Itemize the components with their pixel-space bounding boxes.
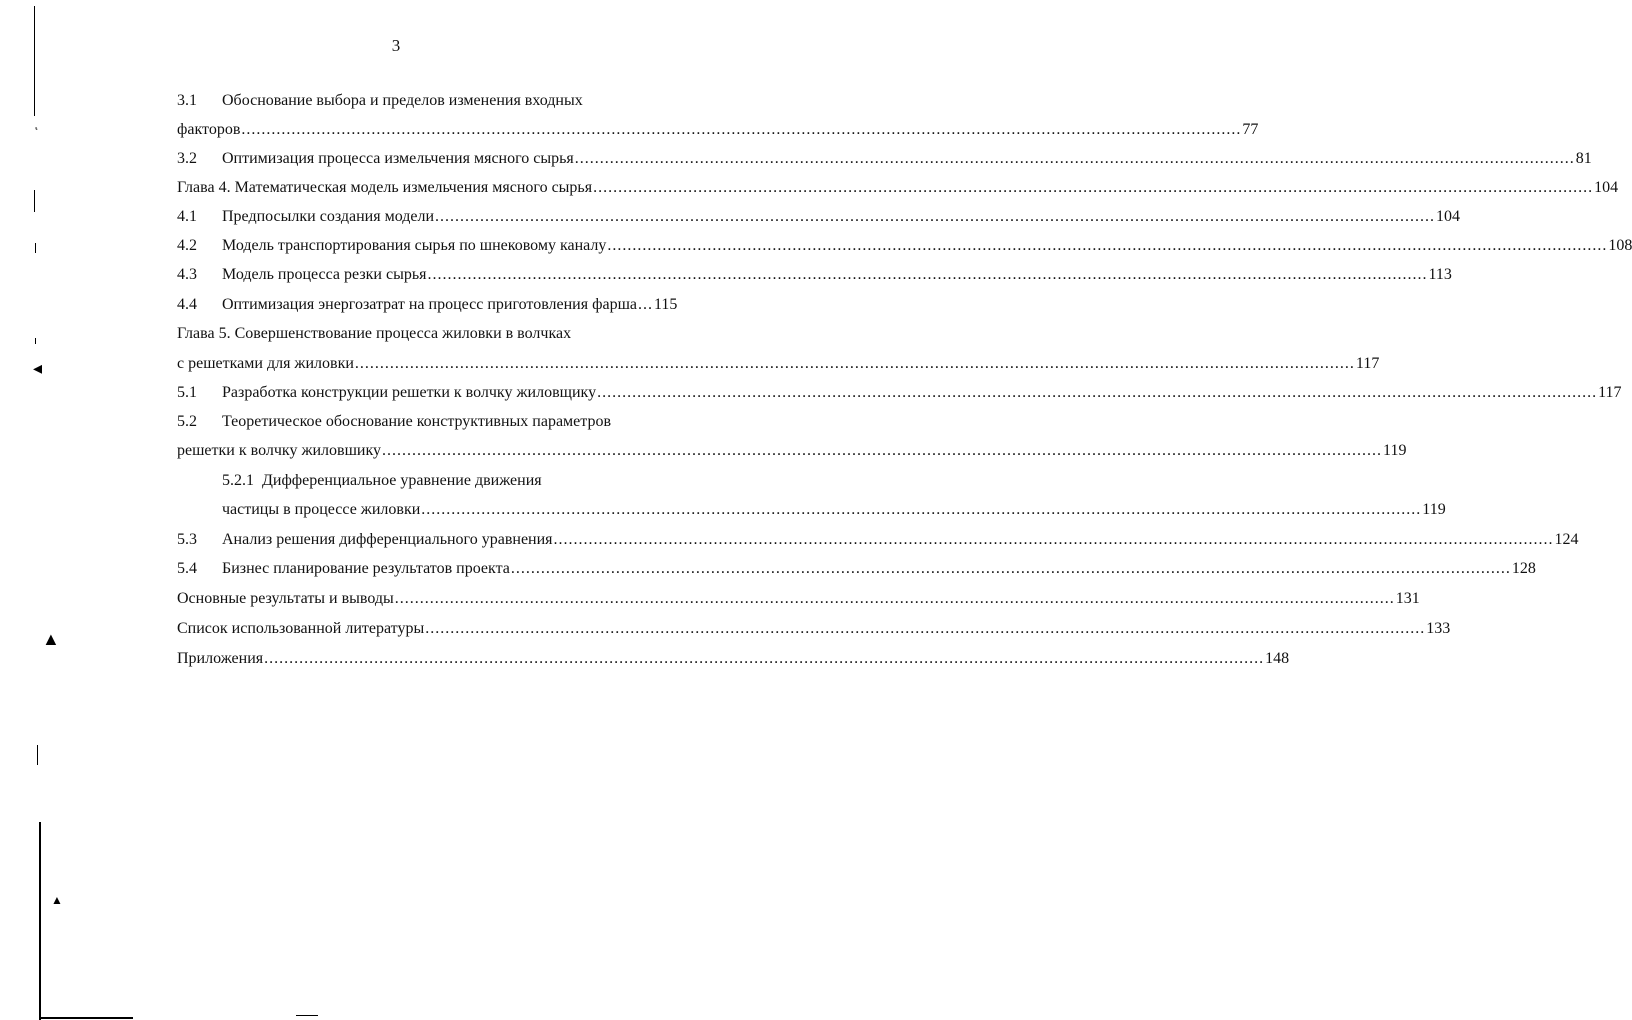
toc-page: 104 (1436, 208, 1461, 225)
toc-entry (177, 120, 1259, 140)
toc-leader: ... (638, 296, 653, 313)
toc-text: Глава 4. Математическая модель измельчения мясного сырья (177, 179, 593, 196)
toc-leader: ........................................................................................................................................................................................................ (264, 650, 1265, 667)
toc-page: 131 (1395, 590, 1420, 607)
toc-entry (177, 559, 1536, 579)
toc-text: Приложения (177, 650, 264, 667)
toc-number: 4.1 (177, 208, 197, 225)
toc-page: 128 (1511, 560, 1536, 577)
toc-leader: ........................................................................................................................................................................................................ (607, 237, 1608, 254)
page-number: 3 (391, 36, 401, 55)
toc-leader: ........................................................................................................................................................................................................ (597, 384, 1598, 401)
toc-entry (177, 354, 1380, 374)
toc-page: 124 (1554, 531, 1579, 548)
toc-text: с решетками для жиловки (177, 355, 354, 372)
toc-page: 119 (1422, 501, 1446, 518)
toc-leader: ........................................................................................................................................................................................................ (382, 442, 1383, 459)
toc-leader: ........................................................................................................................................................................................................ (425, 620, 1426, 637)
toc-number: 3.2 (177, 150, 197, 167)
toc-entry (222, 500, 1446, 520)
scan-speck: ͺ (34, 113, 40, 130)
toc-text: Бизнес планирование результатов проекта (222, 560, 510, 577)
toc-text: Основные результаты и выводы (177, 590, 394, 607)
toc-entry (177, 265, 1452, 285)
toc-page: 117 (1598, 384, 1622, 401)
toc-entry (177, 207, 1461, 227)
toc-line (177, 91, 713, 111)
toc-text: Глава 5. Совершенствование процесса жиловки в волчках (177, 325, 572, 342)
toc-entry (177, 589, 1420, 609)
toc-text: Оптимизация энергозатрат на процесс приготовления фарша (222, 296, 637, 313)
scan-border-line (35, 243, 36, 253)
toc-chapter (177, 324, 713, 344)
toc-number: 4.2 (177, 237, 197, 254)
toc-leader: ........................................................................................................................................................................................................ (574, 150, 1575, 167)
scan-border-line (34, 6, 35, 116)
toc-entry (177, 530, 1579, 550)
toc-line (177, 412, 713, 432)
toc-leader: ........................................................................................................................................................................................................ (394, 590, 1395, 607)
toc-entry (177, 383, 1622, 403)
toc-entry (177, 295, 713, 315)
scan-border-line (34, 190, 35, 212)
toc-text: Разработка конструкции решетки к волчку жиловщику (222, 384, 597, 401)
toc-entry (177, 441, 1407, 461)
scan-speck: ▲ (42, 629, 60, 649)
toc-text: Анализ решения дифференциального уравнения (222, 531, 553, 548)
toc-text: Модель процесса резки сырья (222, 266, 427, 283)
scan-speck: ◂ (33, 358, 43, 378)
toc-leader: ........................................................................................................................................................................................................ (510, 560, 1511, 577)
toc-leader: ........................................................................................................................................................................................................ (427, 266, 1428, 283)
toc-leader: ........................................................................................................................................................................................................ (354, 355, 1355, 372)
toc-text: факторов (177, 121, 241, 138)
toc-text: Обоснование выбора и пределов изменения входных (222, 92, 583, 109)
scan-border-line (37, 745, 38, 765)
toc-page: 119 (1383, 442, 1407, 459)
toc-text: 5.2.1 Дифференциальное уравнение движения (222, 472, 542, 489)
scan-border-line (39, 822, 41, 1020)
toc-text: Предпосылки создания модели (222, 208, 435, 225)
scan-border-line (39, 1017, 133, 1019)
toc-leader: ........................................................................................................................................................................................................ (435, 208, 1436, 225)
toc-leader: ........................................................................................................................................................................................................ (593, 179, 1594, 196)
toc-page: 133 (1426, 620, 1451, 637)
scan-border-line (35, 338, 36, 344)
toc-entry (177, 619, 1451, 639)
scan-border-line (296, 1015, 318, 1016)
toc-chapter (177, 178, 1619, 198)
toc-entry (177, 236, 1632, 256)
toc-entry (177, 149, 1592, 169)
toc-text: Список использованной литературы (177, 620, 425, 637)
toc-line (222, 471, 712, 491)
toc-page: 148 (1265, 650, 1290, 667)
toc-text: Модель транспортирования сырья по шнековому каналу (222, 237, 607, 254)
toc-page: 108 (1608, 237, 1632, 254)
toc-number: 4.4 (177, 296, 197, 313)
toc-page: 81 (1575, 150, 1592, 167)
toc-number: 5.2 (177, 413, 197, 430)
toc-leader: ........................................................................................................................................................................................................ (241, 121, 1242, 138)
toc-number: 4.3 (177, 266, 197, 283)
toc-page: 115 (654, 296, 678, 313)
toc-number: 3.1 (177, 92, 197, 109)
toc-text: решетки к волчку жиловшику (177, 442, 382, 459)
scan-speck: ▲ (51, 893, 63, 907)
toc-text: частицы в процессе жиловки (222, 501, 421, 518)
toc-leader: ........................................................................................................................................................................................................ (553, 531, 1554, 548)
toc-number: 5.4 (177, 560, 197, 577)
toc-page: 117 (1355, 355, 1380, 372)
toc-page: 77 (1242, 121, 1259, 138)
toc-text: Теоретическое обоснование конструктивных параметров (222, 413, 612, 430)
toc-entry (177, 649, 1290, 669)
toc-leader: ........................................................................................................................................................................................................ (421, 501, 1422, 518)
toc-page: 113 (1428, 266, 1452, 283)
toc-page: 104 (1594, 179, 1619, 196)
toc-text: Оптимизация процесса измельчения мясного сырья (222, 150, 574, 167)
toc-number: 5.1 (177, 384, 197, 401)
toc-number: 5.3 (177, 531, 197, 548)
